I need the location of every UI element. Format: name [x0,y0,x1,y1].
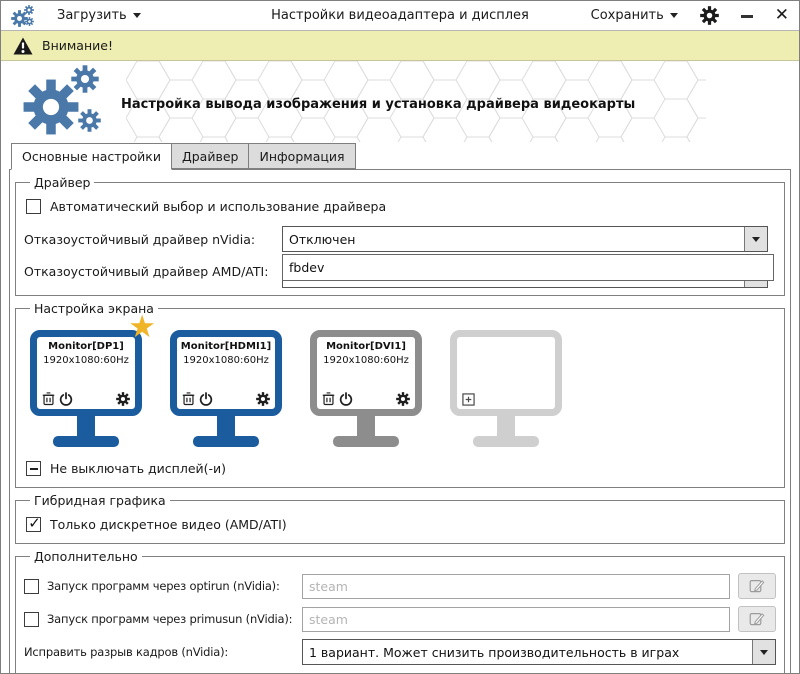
amd-failsafe-open-option[interactable]: fbdev [282,254,774,281]
load-button-label: Загрузить [57,8,127,23]
optirun-input[interactable] [302,574,730,599]
optirun-edit-button[interactable] [738,573,776,599]
driver-group-legend: Драйвер [34,175,91,190]
tearing-value: 1 вариант. Может снизить производительность в играх [309,644,680,660]
title-bar [1,1,799,31]
minimize-icon[interactable] [741,15,753,18]
close-icon[interactable]: ✕ [774,5,789,25]
driver-group [15,175,785,296]
power-icon[interactable] [339,392,353,406]
gear-icon[interactable] [256,392,270,406]
hybrid-group-legend: Гибридная графика [34,493,166,508]
screen-group-legend: Настройка экрана [34,301,154,316]
amd-failsafe-label: Отказоустойчивый драйвер AMD/ATI: [24,263,269,279]
discrete-only-checkbox[interactable] [26,517,41,532]
keep-display-on-label: Не выключать дисплей(-и) [50,461,227,476]
add-monitor-icon[interactable] [462,393,475,406]
load-button[interactable] [57,8,141,23]
extra-group [15,549,785,674]
primusun-label: Запуск программ через primusun (nVidia): [47,612,293,626]
monitor-hdmi1[interactable] [170,330,282,447]
dropdown-arrow-button[interactable] [752,640,775,664]
monitor-name: Monitor[HDMI1] [180,341,272,352]
discrete-only-label: Только дискретное видео (AMD/ATI) [50,517,287,532]
primusun-input[interactable] [302,607,730,632]
dropdown-arrow-button[interactable] [744,227,767,251]
auto-driver-checkbox[interactable] [26,199,41,214]
app-gears-icon [11,4,37,28]
chevron-down-icon [670,13,678,18]
gear-icon[interactable] [116,392,130,406]
screen-group [15,301,785,488]
optirun-checkbox[interactable] [24,579,39,594]
nvidia-failsafe-value: Отключен [289,231,356,247]
primusun-checkbox[interactable] [24,612,39,627]
nvidia-failsafe-select[interactable] [282,226,768,252]
power-icon[interactable] [59,392,73,406]
pencil-icon [749,578,765,594]
tab-strip [1,142,799,169]
auto-driver-label: Автоматический выбор и использование драйвера [50,199,387,214]
monitor-name: Monitor[DVI1] [326,341,406,352]
hybrid-group [15,493,785,544]
warning-text: Внимание! [42,38,113,53]
monitor-resolution: 1920x1080:60Hz [323,355,409,366]
keep-display-on-checkbox[interactable] [26,461,41,476]
trash-icon[interactable] [42,391,55,406]
monitor-resolution: 1920x1080:60Hz [183,355,269,366]
header-title: Настройка вывода изображения и установка драйвера видеокарты [121,97,636,112]
amd-failsafe-select[interactable] [282,254,776,288]
power-icon[interactable] [199,392,213,406]
nvidia-failsafe-label: Отказоустойчивый драйвер nVidia: [24,231,256,247]
trash-icon[interactable] [322,391,335,406]
tearing-select[interactable] [302,639,776,665]
window-title: Настройки видеоадаптера и дисплея [271,8,529,23]
pencil-icon [749,611,765,627]
header-banner [1,61,799,142]
monitor-dvi1[interactable] [310,330,422,447]
monitor-name: Monitor[DP1] [48,341,124,352]
monitor-resolution: 1920x1080:60Hz [43,355,129,366]
tab-info[interactable]: Информация [249,143,355,169]
save-button-label: Сохранить [590,8,664,23]
monitor-list [30,309,776,447]
save-button[interactable] [591,8,678,23]
primary-star-icon: ★ [128,309,156,345]
extra-group-legend: Дополнительно [34,549,138,564]
tab-main-settings[interactable]: Основные настройки [11,143,172,170]
primusun-edit-button[interactable] [738,606,776,632]
monitor-empty-slot[interactable] [450,330,562,447]
tab-driver[interactable]: Драйвер [172,143,249,169]
gear-icon[interactable] [396,392,410,406]
chevron-down-icon [133,13,141,18]
gears-logo-icon [23,65,115,139]
settings-gear-icon[interactable] [700,6,719,25]
warning-triangle-icon [13,37,33,55]
warning-bar[interactable] [1,31,799,61]
tearing-label: Исправить разрыв кадров (nVidia): [24,645,229,659]
tab-panel [9,169,791,674]
monitor-dp1[interactable] [30,309,156,447]
optirun-label: Запуск программ через optirun (nVidia): [47,579,280,593]
trash-icon[interactable] [182,391,195,406]
